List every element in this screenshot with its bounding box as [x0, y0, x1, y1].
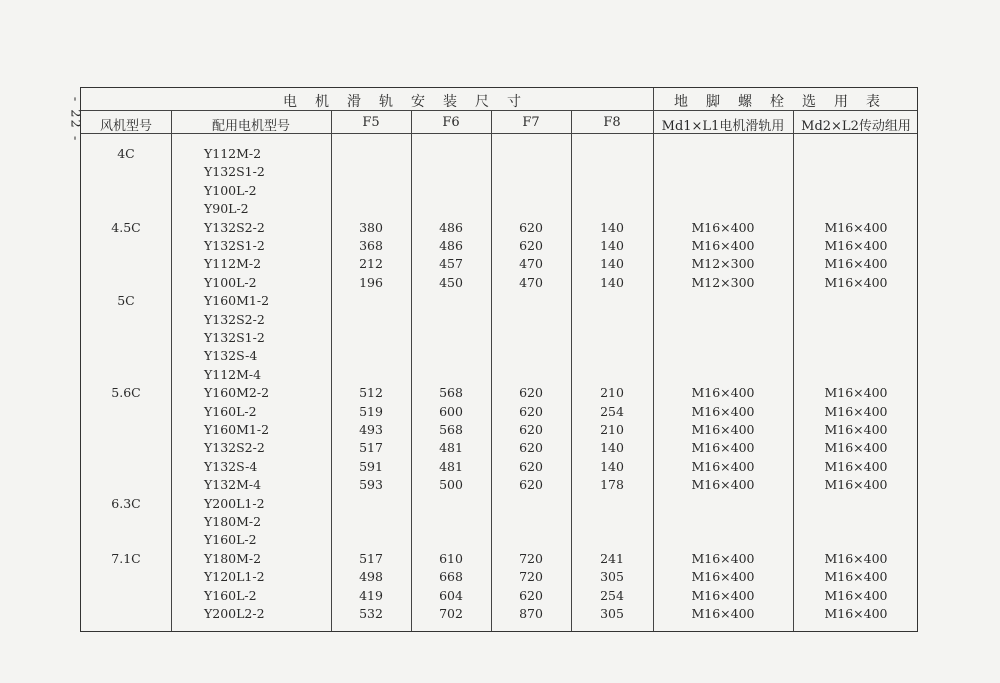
table-cell: Y132S-4 — [204, 458, 258, 474]
table-cell: Y180M-2 — [204, 550, 262, 566]
table-cell: 140 — [600, 440, 624, 456]
table-cell: 212 — [359, 256, 383, 272]
table-cell: 620 — [519, 422, 543, 437]
table-cell: Y132S1-2 — [204, 164, 265, 180]
table-cell: M16×400 — [691, 587, 755, 603]
table-cell: 591 — [359, 458, 383, 474]
table-cell: Y132S2-2 — [204, 311, 265, 327]
table-cell: 481 — [439, 458, 463, 474]
table-cell: 140 — [600, 458, 624, 474]
column-header: F5 — [362, 115, 380, 130]
column-header: Md1×L1电机滑轨用 — [661, 119, 785, 134]
table-cell: 6.3C — [111, 495, 141, 511]
table-cell: Y132S-4 — [204, 348, 258, 364]
table-cell: Y100L-2 — [204, 182, 257, 198]
table-cell: 498 — [359, 569, 383, 585]
table-cell: 380 — [359, 219, 383, 235]
table-cell: 140 — [600, 274, 624, 290]
table-cell: 517 — [359, 550, 383, 566]
table-cell: M16×400 — [691, 219, 755, 235]
table-cell: Y90L-2 — [204, 201, 249, 217]
table-cell: 4.5C — [111, 219, 141, 235]
group-header-rail: 电机滑轨安装尺寸 — [283, 94, 539, 110]
table-cell: 620 — [519, 477, 543, 493]
table-cell: 500 — [439, 477, 463, 493]
table-cell: M16×400 — [691, 238, 755, 253]
table-cell: 870 — [519, 606, 543, 621]
table-cell: M16×400 — [824, 238, 888, 253]
table-cell: 470 — [519, 256, 543, 272]
table-cell: M16×400 — [691, 440, 755, 456]
table-cell: 519 — [359, 403, 383, 419]
table-cell: 720 — [519, 569, 543, 585]
table-cell: M16×400 — [824, 422, 888, 437]
table-cell: 604 — [439, 587, 463, 603]
table-cell: Y120L1-2 — [204, 569, 265, 585]
table-cell: 486 — [439, 219, 463, 235]
table-cell: 178 — [600, 477, 624, 493]
table-cell: 210 — [600, 385, 624, 401]
table-cell: 620 — [519, 440, 543, 456]
table-cell: Y112M-2 — [204, 146, 262, 161]
table-cell: M16×400 — [691, 422, 755, 437]
table-cell: Y112M-2 — [204, 256, 262, 272]
table-cell: M16×400 — [824, 587, 888, 603]
table-cell: Y200L2-2 — [204, 606, 265, 621]
table-cell: 7.1C — [111, 550, 141, 566]
table-cell: M16×400 — [691, 403, 755, 419]
column-header: F8 — [603, 115, 621, 130]
column-header: Md2×L2传动组用 — [801, 119, 911, 134]
table-cell: M16×400 — [691, 458, 755, 474]
table-cell: Y160L-2 — [204, 532, 257, 548]
table-cell: 4C — [117, 146, 135, 161]
table-cell: 470 — [519, 274, 543, 290]
table-cell: M16×400 — [824, 606, 888, 621]
table-cell: M16×400 — [824, 440, 888, 456]
table-cell: 600 — [439, 403, 463, 419]
table-cell: M16×400 — [691, 550, 755, 566]
table-cell: 368 — [359, 238, 383, 253]
group-header-bolts: 地脚螺栓选用表 — [674, 94, 898, 110]
table-cell: M16×400 — [824, 550, 888, 566]
table-cell: Y180M-2 — [204, 514, 262, 529]
column-header: 配用电机型号 — [211, 119, 290, 134]
table-cell: 593 — [359, 477, 383, 493]
table-cell: 620 — [519, 385, 543, 401]
table-cell: M16×400 — [691, 569, 755, 585]
table-cell: 568 — [439, 385, 463, 401]
table-cell: Y160L-2 — [204, 403, 257, 419]
table-cell: 305 — [600, 569, 624, 585]
table-cell: Y160M1-2 — [204, 293, 270, 309]
table-cell: 620 — [519, 458, 543, 474]
table-cell: 610 — [439, 550, 463, 566]
column-divider — [491, 110, 492, 631]
table-cell: M16×400 — [824, 569, 888, 585]
table-cell: Y132S1-2 — [204, 330, 265, 345]
table-cell: 450 — [439, 274, 463, 290]
table-cell: M12×300 — [691, 274, 755, 290]
table-cell: 481 — [439, 440, 463, 456]
column-header: F6 — [442, 115, 460, 130]
column-divider — [571, 110, 572, 631]
table-cell: Y160M1-2 — [204, 422, 270, 437]
table-cell: 140 — [600, 256, 624, 272]
table-cell: Y112M-4 — [204, 366, 262, 382]
motor-rail-table — [80, 87, 918, 632]
table-cell: 668 — [439, 569, 463, 585]
table-cell: 305 — [600, 606, 624, 621]
table-cell: M16×400 — [691, 385, 755, 401]
table-cell: 196 — [359, 274, 383, 290]
table-cell: Y132M-4 — [204, 477, 262, 493]
column-header: 风机型号 — [99, 119, 152, 134]
table-cell: 140 — [600, 238, 624, 253]
table-cell: 620 — [519, 238, 543, 253]
table-cell: M16×400 — [824, 458, 888, 474]
table-cell: 419 — [359, 587, 383, 603]
table-cell: 620 — [519, 219, 543, 235]
table-cell: 620 — [519, 587, 543, 603]
page-number: - 22 - — [67, 96, 83, 143]
table-cell: Y132S2-2 — [204, 440, 265, 456]
table-cell: Y100L-2 — [204, 274, 257, 290]
table-cell: Y160M2-2 — [204, 385, 270, 401]
table-cell: 486 — [439, 238, 463, 253]
column-divider — [411, 110, 412, 631]
table-cell: 210 — [600, 422, 624, 437]
table-cell: 457 — [439, 256, 463, 272]
table-cell: 512 — [359, 385, 383, 401]
table-cell: 5C — [117, 293, 135, 309]
table-cell: M16×400 — [824, 477, 888, 493]
table-cell: 720 — [519, 550, 543, 566]
table-cell: 241 — [600, 550, 624, 566]
table-cell: M16×400 — [824, 219, 888, 235]
column-header: F7 — [522, 115, 540, 130]
table-cell: 568 — [439, 422, 463, 437]
table-cell: 254 — [600, 403, 624, 419]
table-cell: M16×400 — [824, 403, 888, 419]
table-cell: 620 — [519, 403, 543, 419]
table-cell: 254 — [600, 587, 624, 603]
table-cell: M16×400 — [824, 274, 888, 290]
table-cell: M16×400 — [824, 256, 888, 272]
table-cell: M16×400 — [691, 477, 755, 493]
table-cell: Y132S1-2 — [204, 238, 265, 253]
table-cell: M16×400 — [691, 606, 755, 621]
table-cell: M16×400 — [824, 385, 888, 401]
column-divider — [171, 110, 172, 631]
column-divider — [653, 88, 654, 631]
table-cell: 493 — [359, 422, 383, 437]
table-cell: Y160L-2 — [204, 587, 257, 603]
table-cell: M12×300 — [691, 256, 755, 272]
table-cell: Y132S2-2 — [204, 219, 265, 235]
table-cell: Y200L1-2 — [204, 495, 265, 511]
column-divider — [331, 110, 332, 631]
table-cell: 702 — [439, 606, 463, 621]
table-cell: 532 — [359, 606, 383, 621]
table-cell: 517 — [359, 440, 383, 456]
table-cell: 5.6C — [111, 385, 141, 401]
table-cell: 140 — [600, 219, 624, 235]
